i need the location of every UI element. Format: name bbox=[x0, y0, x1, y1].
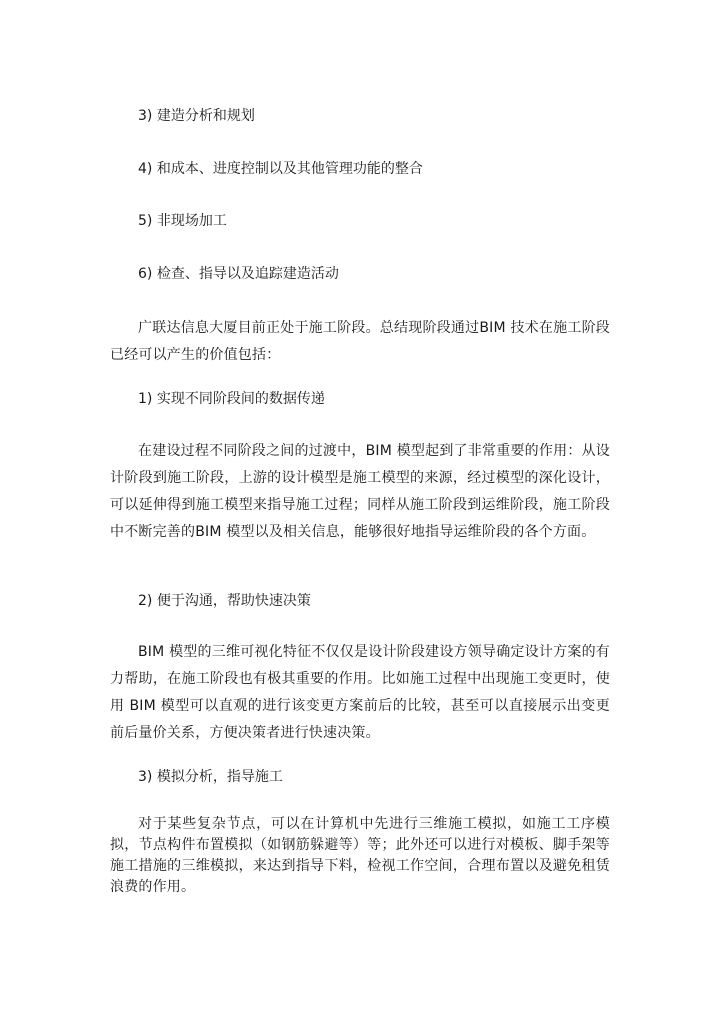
list-item-planning: 3) 建造分析和规划 bbox=[138, 108, 255, 124]
list-item-integration: 4) 和成本、进度控制以及其他管理功能的整合 bbox=[138, 161, 423, 177]
intro-paragraph: 广联达信息大厦目前正处于施工阶段。总结现阶段通过BIM 技术在施工阶段已经可以产生的价值包括： bbox=[110, 320, 610, 363]
list-item-inspection: 6) 检查、指导以及追踪建造活动 bbox=[138, 266, 339, 282]
section-heading-communication: 2) 便于沟通，帮助快速决策 bbox=[138, 593, 311, 609]
paragraph-communication: BIM 模型的三维可视化特征不仅仅是设计阶段建设方领导确定设计方案的有力帮助，在施工阶段也有极其重要的作用。比如施工过程中出现施工变更时，使用 BIM 模型可以直观的进行该变更方案前后的比较，甚至可以直接展示出变更前后量价关系，方便决策者进行快速决策。 bbox=[110, 644, 610, 741]
paragraph-simulation: 对于某些复杂节点，可以在计算机中先进行三维施工模拟，如施工工序模拟，节点构件布置模拟（如钢筋躲避等）等；此外还可以进行对模板、脚手架等施工措施的三维模拟，来达到指导下料，检视工作空间，合理布置以及避免租赁浪费的作用。 bbox=[110, 816, 610, 895]
list-item-offsite: 5) 非现场加工 bbox=[138, 213, 227, 229]
section-heading-simulation: 3) 模拟分析，指导施工 bbox=[138, 769, 283, 785]
paragraph-data-transfer: 在建设过程不同阶段之间的过渡中，BIM 模型起到了非常重要的作用：从设计阶段到施工阶段，上游的设计模型是施工模型的来源，经过模型的深化设计，可以延伸得到施工模型来指导施工过程；同样从施工阶段到运维阶段，施工阶段中不断完善的BIM 模型以及相关信息，能够很好地指导运维阶段的各个方面。 bbox=[110, 443, 610, 540]
section-heading-data-transfer: 1) 实现不同阶段间的数据传递 bbox=[138, 391, 325, 407]
